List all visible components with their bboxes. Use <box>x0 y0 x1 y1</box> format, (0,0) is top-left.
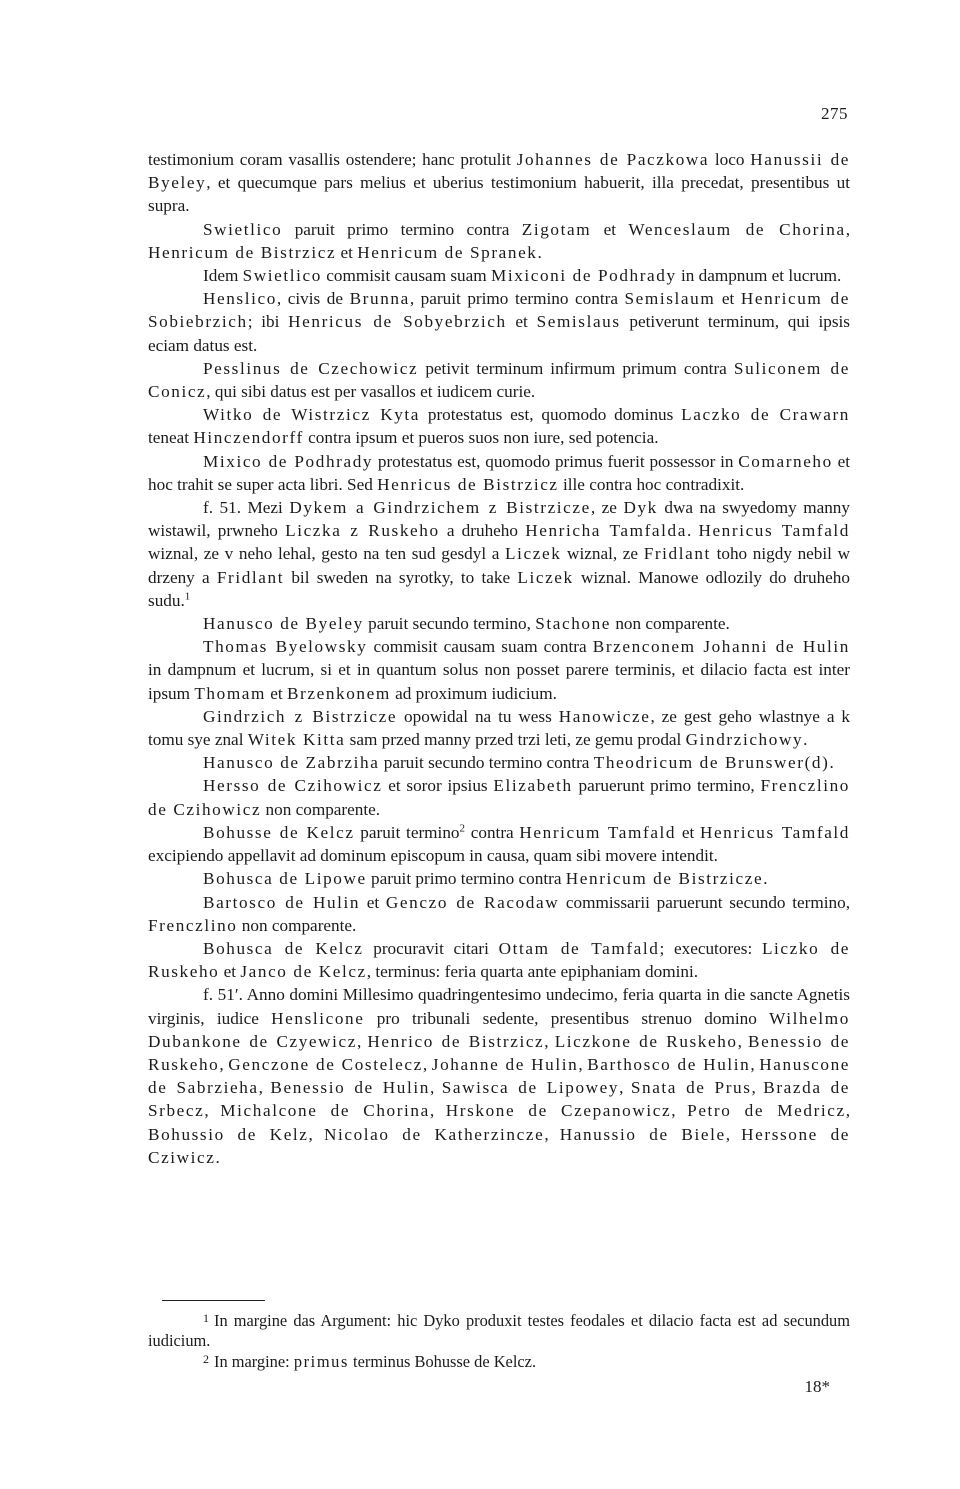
text-run: in dampnum et lucrum. <box>676 266 842 286</box>
spaced-name: primus <box>293 1352 349 1371</box>
text-run: , <box>429 1078 442 1098</box>
spaced-name: Bohusca de Lipowe <box>203 869 367 889</box>
text-run: procuravit citari <box>363 938 499 958</box>
text-run: , ze gest geho wlastnye a k tomu sye znal <box>148 706 850 750</box>
text-run: protestatus est, quomodo dominus <box>420 405 682 425</box>
text-run: contra ipsum et pueros suos non iure, sed potencia. <box>303 428 659 448</box>
paragraph <box>148 148 850 218</box>
text-run: commissarii paruerunt secundo termino, <box>559 892 850 912</box>
spaced-name: Bohussio de Kelz <box>148 1124 309 1144</box>
footnote-ref: 2 <box>459 822 466 835</box>
spaced-name: Henricum de Sobiebrzich <box>148 289 850 332</box>
text-run: , qui sibi datus est per vasallos et iudicem curie. <box>206 382 536 402</box>
text-run: testimonium coram vasallis ostendere; hanc protulit <box>148 150 517 169</box>
spaced-name: Henslico <box>203 289 277 309</box>
text-run: , <box>845 219 851 239</box>
spaced-name: Ottam de Tamfald <box>498 938 660 958</box>
text-run: in dampnum et lucrum, si et in quantum solus non posset parere terminis, et dilacio facta est inter ipsum <box>148 660 850 703</box>
spaced-name: Pesslinus de Czechowicz <box>203 358 419 378</box>
text-run: , <box>750 1054 760 1074</box>
spaced-name: Liczek <box>505 544 562 564</box>
spaced-name: Fridlant <box>643 544 711 564</box>
spaced-name: Suliconem de Conicz <box>148 358 850 402</box>
text-run: toho nigdy nebil w drzeny a <box>148 544 850 587</box>
text-run: , <box>619 1078 631 1098</box>
spaced-name: Petro de Medricz <box>687 1101 846 1121</box>
text-run: et <box>715 289 741 309</box>
spaced-name: Herssone de Cziwicz <box>148 1124 851 1167</box>
text-run: , <box>671 1101 688 1121</box>
text-run: bil sweden na syrotky, to take <box>284 567 518 587</box>
spaced-name: Swietlico <box>242 266 322 286</box>
text-run: teneat <box>148 428 194 448</box>
text-run: et <box>219 962 241 982</box>
text-run: et hoc trahit se super acta libri. Sed <box>148 451 850 494</box>
text-run: petivit terminum infirmum primum contra <box>418 358 734 378</box>
spaced-name: Henricus Tamfald <box>699 822 850 842</box>
text-run: et <box>336 242 358 262</box>
spaced-name: Henricum Tamfald <box>519 822 677 842</box>
spaced-name: Liczko de Ruskeho <box>148 938 850 982</box>
text-run: ille contra hoc contradixit. <box>558 474 745 494</box>
text-run: loco <box>709 150 751 169</box>
spaced-name: Hrskone de Czepanowicz <box>445 1101 672 1121</box>
text-run: ; executores: <box>659 938 762 958</box>
spaced-name: Hanusco de Zabrziha <box>203 753 380 773</box>
footnote-ref: 1 <box>184 590 191 603</box>
spaced-name: Bohusca de Kelcz <box>203 938 364 958</box>
paragraph <box>148 496 850 612</box>
spaced-name: Johannes de Paczkowa <box>516 150 710 169</box>
spaced-name: Frenczlino de Czihowicz <box>148 776 850 819</box>
paragraph <box>148 705 850 751</box>
spaced-name: Thomas Byelowsky <box>203 637 368 657</box>
paragraph <box>148 403 850 449</box>
text-run: . <box>686 521 699 541</box>
paragraph <box>148 635 850 705</box>
spaced-name: Benessio de Hulin <box>270 1078 430 1098</box>
text-run: non comparente. <box>611 614 730 634</box>
text-run: . <box>803 730 808 750</box>
spaced-name: Hinczendorff <box>193 428 304 448</box>
text-run: et <box>360 892 386 912</box>
paragraph <box>148 218 850 264</box>
spaced-name: Henricum de Bistrzicz <box>148 242 337 262</box>
footnote <box>148 1350 850 1372</box>
text-run: contra <box>465 822 520 842</box>
paragraph <box>148 612 850 635</box>
spaced-name: Sawisca de Lipowey <box>441 1078 620 1098</box>
spaced-name: Johanne de Hulin <box>431 1054 579 1074</box>
text-run: f. 51′. Anno domini Millesimo quadringentesimo undecimo, feria quarta in die sancte Agnetis virginis, iudice <box>148 985 850 1028</box>
body-text <box>148 148 850 1169</box>
text-run: paruit secundo termino, <box>363 614 536 634</box>
text-run: , <box>204 1101 221 1121</box>
text-run: et <box>591 219 629 239</box>
footnote-rule <box>162 1300 265 1301</box>
spaced-name: Thomam <box>194 683 266 703</box>
text-run: , <box>751 1078 764 1098</box>
paragraph <box>148 751 850 774</box>
text-run: , <box>845 1101 851 1121</box>
spaced-name: Janco de Kelcz <box>240 962 367 982</box>
spaced-name: Witek Kitta <box>247 730 346 750</box>
paragraph <box>148 287 850 357</box>
spaced-name: Swietlico <box>203 219 283 239</box>
paragraph <box>148 821 850 867</box>
text-run: non comparente. <box>237 915 357 935</box>
spaced-name: Gindrzich z Bistrzicze <box>203 706 398 726</box>
signature-mark: 18* <box>804 1377 830 1396</box>
text-run: , <box>544 1124 560 1144</box>
paragraph <box>148 867 850 890</box>
text-run: et <box>676 822 700 842</box>
spaced-name: Barthosco de Hulin <box>587 1054 751 1074</box>
text-run: . <box>763 869 768 889</box>
spaced-name: Semislaus <box>536 312 621 332</box>
text-run: paruit termino <box>354 822 460 842</box>
text-run: Idem <box>203 266 243 286</box>
text-run: , <box>308 1124 324 1144</box>
text-run: wiznal, ze <box>561 544 644 564</box>
text-run: . <box>215 1147 220 1167</box>
spaced-name: Michalcone de Chorina <box>220 1101 430 1121</box>
spaced-name: Hanowicze <box>558 706 651 726</box>
text-run: f. 51. Mezi <box>203 498 290 518</box>
spaced-name: Semislaum <box>624 289 716 309</box>
spaced-name: Bartosco de Hulin <box>203 892 361 912</box>
text-run: , <box>258 1078 271 1098</box>
spaced-name: Mixico de Podhrady <box>203 451 374 471</box>
text-run: commisit causam suam <box>321 266 491 286</box>
paragraph <box>148 264 850 287</box>
spaced-name: Mixiconi de Podhrady <box>490 266 677 286</box>
spaced-name: Snata de Prus <box>630 1078 752 1098</box>
text-run: , <box>422 1054 432 1074</box>
spaced-name: Witko de Wistrzicz Kyta <box>203 405 421 425</box>
spaced-name: Dyk <box>623 498 658 518</box>
spaced-name: Henricus de Bistrzicz <box>377 474 559 494</box>
spaced-name: Henricus de Sobyebrzich <box>288 312 507 332</box>
spaced-name: Bohusse de Kelcz <box>203 822 355 842</box>
spaced-name: Brzenkonem <box>286 683 391 703</box>
text-run: non comparente. <box>261 799 381 819</box>
spaced-name: Liczek <box>517 567 574 587</box>
spaced-name: Henrico de Bistrzicz <box>367 1031 545 1051</box>
paragraph <box>148 891 850 937</box>
spaced-name: Henslicone <box>271 1008 365 1028</box>
text-run: opowidal na tu wess <box>397 706 559 726</box>
text-run: commisit causam suam contra <box>367 637 593 657</box>
spaced-name: Hanuscone de Sabrzieha <box>148 1054 851 1098</box>
text-run: , terminus: feria quarta ante epiphaniam domini. <box>366 962 699 982</box>
spaced-name: Henricha Tamfalda <box>525 521 687 541</box>
paragraph <box>148 357 850 403</box>
spaced-name: Henricum de Spranek <box>357 242 538 262</box>
spaced-name: Henricus Tamfald <box>698 521 850 541</box>
text-run: a druheho <box>439 521 526 541</box>
text-run: , <box>725 1124 742 1144</box>
spaced-name: Theodricum de Brunswer(d) <box>593 753 830 773</box>
spaced-name: Wilhelmo Dubankone de Czyewicz <box>148 1008 850 1051</box>
spaced-name: Laczko de Crawarn <box>681 405 850 425</box>
text-run: pro tribunali sedente, presentibus strenuo domino <box>364 1008 770 1028</box>
spaced-name: Zigotam <box>521 219 592 239</box>
text-run: et <box>265 683 287 703</box>
spaced-name: Fridlant <box>216 567 285 587</box>
spaced-name: Genczone de Costelecz <box>228 1054 423 1074</box>
text-run: , et quecumque pars melius et uberius testimonium habuerit, illa precedat, presentibus ut supra. <box>148 173 850 216</box>
text-run: sam przed manny przed trzi leti, ze gemu prodal <box>345 730 686 750</box>
spaced-name: Stachone <box>535 614 612 634</box>
paragraph <box>148 937 850 983</box>
text-run: paruit primo termino contra <box>366 869 566 889</box>
spaced-name: Liczkone de Ruskeho <box>554 1031 738 1051</box>
spaced-name: Comarneho <box>738 451 833 471</box>
text-run: , <box>357 1031 368 1051</box>
spaced-name: Hanussio de Biele <box>559 1124 726 1144</box>
paragraph <box>148 983 850 1169</box>
text-run: wiznal. Manowe odlozily do druheho sudu. <box>148 567 850 610</box>
text-run: , paruit primo termino contra <box>409 289 625 309</box>
paragraph <box>148 450 850 496</box>
text-run: , <box>219 1054 229 1074</box>
spaced-name: Benessio de Ruskeho <box>148 1031 851 1074</box>
footnote-mark: 2 <box>203 1352 209 1366</box>
spaced-name: Dykem a Gindrzichem z Bistrzicze <box>289 498 591 518</box>
text-run: et soror ipsius <box>382 776 494 796</box>
text-run: , <box>544 1031 555 1051</box>
spaced-name: Hersso de Czihowicz <box>203 776 383 796</box>
spaced-name: Brazda de Srbecz <box>148 1078 851 1121</box>
spaced-name: Gindrzichowy <box>685 730 804 750</box>
text-run: protestatus est, quomodo primus fuerit possessor in <box>373 451 739 471</box>
text-run: ad proximum iudicium. <box>390 683 557 703</box>
text-run: , <box>578 1054 588 1074</box>
text-run: wiznal, ze v neho lehal, gesto na ten sud gesdyl a <box>148 544 506 564</box>
text-run: et <box>506 312 537 332</box>
text-run: In margine das Argument: hic Dyko produxit testes feodales et dilacio facta est ad secundum iudicium. <box>148 1311 850 1350</box>
text-run: paruerunt primo termino, <box>572 776 761 796</box>
spaced-name: Frenczlino <box>148 915 238 935</box>
text-run: paruit secundo termino contra <box>379 753 594 773</box>
spaced-name: Hanussii de Byeley <box>148 150 851 193</box>
text-run: petiverunt terminum, qui ipsis eciam datus est. <box>148 312 850 355</box>
text-run: dwa na swyedomy manny wistawil, prwneho <box>148 498 850 541</box>
spaced-name: Nicolao de Katherzincze <box>323 1124 545 1144</box>
page-number: 275 <box>821 104 848 123</box>
spaced-name: Liczka z Ruskeho <box>285 521 440 541</box>
spaced-name: Hanusco de Byeley <box>203 614 364 634</box>
text-run: , <box>737 1031 749 1051</box>
text-run: , <box>429 1101 446 1121</box>
spaced-name: Elizabeth <box>493 776 573 796</box>
text-run: , ze <box>590 498 624 518</box>
footnote-mark: 1 <box>203 1311 209 1325</box>
spaced-name: Henricum de Bistrzicze <box>565 869 764 889</box>
spaced-name: Wenceslaum de Chorina <box>628 219 846 239</box>
text-run: ; ibi <box>247 312 289 332</box>
text-run: terminus Bohusse de Kelcz. <box>348 1352 537 1371</box>
text-run: excipiendo appellavit ad dominum episcopum in causa, quam sibi movere intendit. <box>148 846 718 866</box>
text-run: paruit primo termino contra <box>282 219 522 239</box>
text-run: . <box>829 753 834 773</box>
text-run: In margine: <box>214 1352 294 1371</box>
spaced-name: Brzenconem Johanni de Hulin <box>592 637 850 657</box>
spaced-name: Brunna <box>349 289 410 309</box>
spaced-name: Genczo de Racodaw <box>385 892 560 912</box>
paragraph <box>148 774 850 820</box>
text-run: , civis de <box>276 289 350 309</box>
footnotes <box>148 1309 850 1372</box>
footnote <box>148 1309 850 1350</box>
text-run: . <box>537 242 542 262</box>
